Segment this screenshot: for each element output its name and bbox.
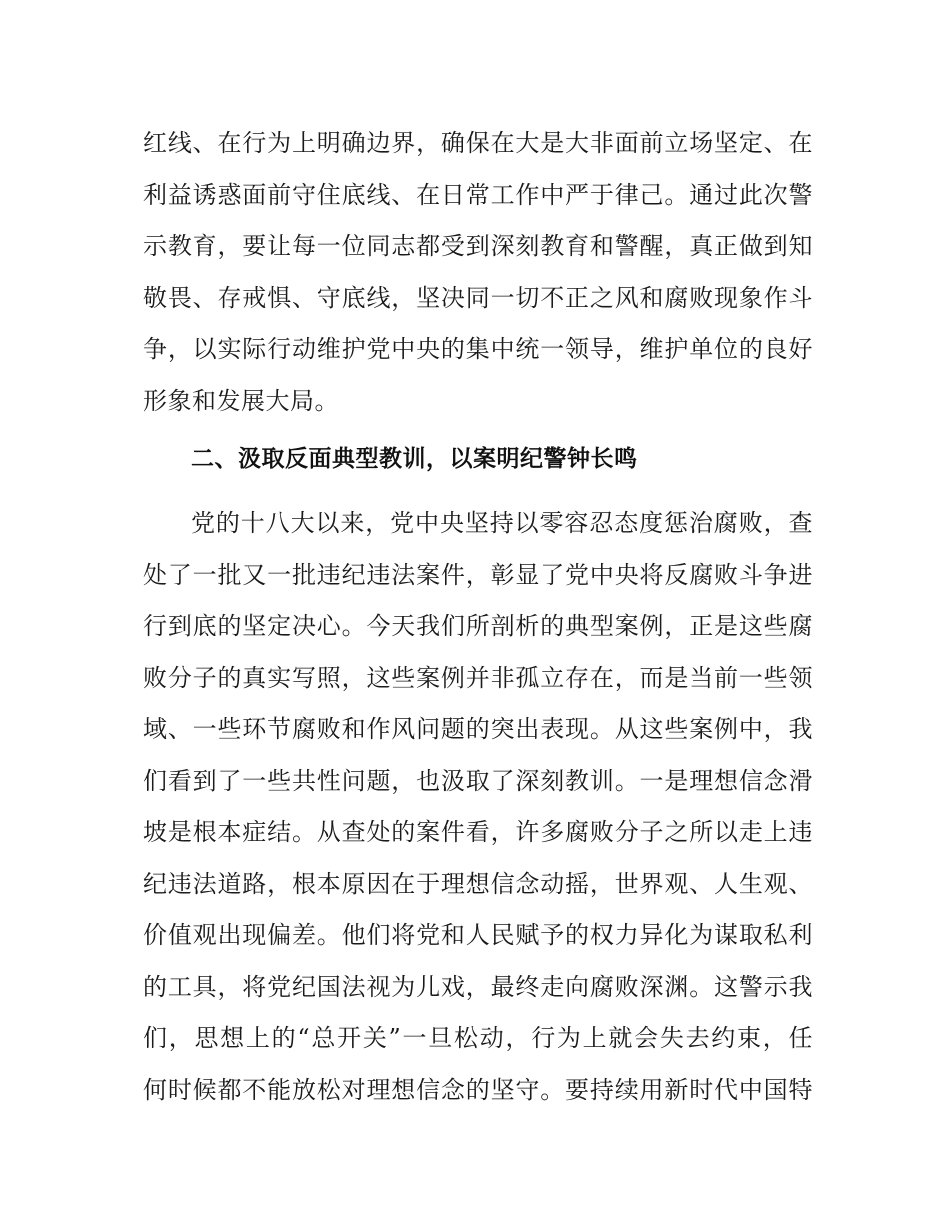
paragraph-line: 敬畏、存戒惧、守底线，坚决同一切不正之风和腐败现象作斗 [143, 283, 813, 312]
paragraph-line: 的工具，将党纪国法视为儿戏，最终走向腐败深渊。这警示我 [143, 972, 813, 1001]
paragraph-line: 党的十八大以来，党中央坚持以零容忍态度惩治腐败，查 [191, 509, 813, 537]
section-heading: 二、汲取反面典型教训，以案明纪警钟长鸣 [191, 446, 638, 472]
paragraph-line: 行到底的坚定决心。今天我们所剖析的典型案例，正是这些腐 [143, 612, 813, 640]
paragraph-line: 败分子的真实写照，这些案例并非孤立存在，而是当前一些领 [143, 663, 813, 692]
paragraph-line: 价值观出现偏差。他们将党和人民赋予的权力异化为谋取私利 [143, 921, 813, 949]
paragraph-line: 处了一批又一批违纪违法案件，彰显了党中央将反腐败斗争进 [143, 560, 813, 589]
paragraph-line: 形象和发展大局。 [143, 386, 339, 415]
paragraph-continuation [143, 118, 813, 427]
paragraph-line: 争，以实际行动维护党中央的集中统一领导，维护单位的良好 [143, 335, 813, 363]
paragraph-line: 们看到了一些共性问题，也汲取了深刻教训。一是理想信念滑 [143, 766, 813, 795]
paragraph-line: 何时候都不能放松对理想信念的坚守。要持续用新时代中国特 [143, 1075, 813, 1104]
paragraph-line: 坡是根本症结。从查处的案件看，许多腐败分子之所以走上违 [143, 818, 813, 846]
paragraph-line: 示教育，要让每一位同志都受到深刻教育和警醒，真正做到知 [143, 232, 813, 260]
paragraph-line: 红线、在行为上明确边界，确保在大是大非面前立场坚定、在 [143, 129, 813, 157]
paragraph-body [143, 498, 813, 1116]
paragraph-line: 域、一些环节腐败和作风问题的突出表现。从这些案例中，我 [143, 715, 813, 743]
paragraph-line: 们，思想上的“总开关”一旦松动，行为上就会失去约束，任 [143, 1024, 813, 1052]
paragraph-line: 纪违法道路，根本原因在于理想信念动摇，世界观、人生观、 [143, 869, 813, 898]
paragraph-line: 利益诱惑面前守住底线、在日常工作中严于律己。通过此次警 [143, 180, 813, 209]
